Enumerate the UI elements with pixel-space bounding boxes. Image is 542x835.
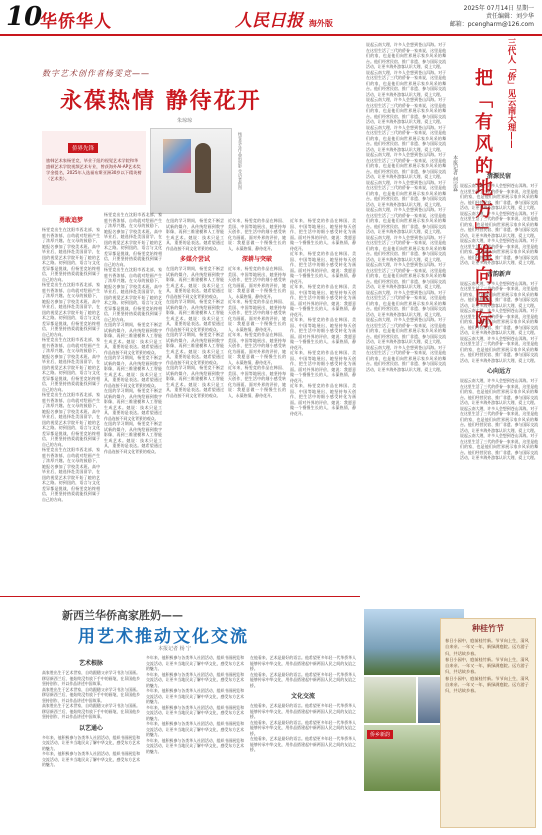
section-text: 多年来，他积极参与各类华人社团活动，组织书画展览和交流活动，让更多当地民众了解中华文化，感受东方艺术的魅力。 xyxy=(146,655,244,671)
poem-title: 种桂竹节 xyxy=(472,623,504,633)
section-text: 在他看来，艺术是最好的语言。他希望更多年轻一代华侨华人能够传承中华文化，用作品搭建起中新两国人民之间的友谊之桥。 xyxy=(250,719,356,736)
section-text: 多年来，他积极参与各类华人社团活动，组织书画展览和交流活动，让更多当地民众了解中华文化，感受东方艺术的魅力。 xyxy=(146,671,244,688)
section-text: 在他看来，艺术是最好的语言。他希望更多年轻一代华侨华人能够传承中华文化，用作品搭建起中新两国人民之间的友谊之桥。 xyxy=(250,736,356,752)
section-heading: 艺术根脉 xyxy=(78,660,103,667)
poem-text: 春日小园中，庭前桂竹新。节节向上生，清风自来亲。一年又一年，新绿满庭院。远方游子归，共话故乡春。 xyxy=(445,638,529,656)
section-text: 说起云南大理，许多人会想到苍山洱海。对于在这里生活了三代的侨眷一家来说，这里是他们的家，也是他们向世界展示家乡风采的舞台。他们经营民宿、推广非遗、参与国际交流活动，让更多海外游客认识大理、爱上大理。 xyxy=(460,238,538,265)
section-text: 说起云南大理，许多人会想到苍山洱海。对于在这里生活了三代的侨眷一家来说，这里是他们的家，也是他们向世界展示家乡风采的舞台。他们经营民宿、推广非遗、参与国际交流活动，让更多海外游客认识大理、爱上大理。 xyxy=(460,405,538,433)
section-text: 说起云南大理，许多人会想到苍山洱海。对于在这里生活了三代的侨眷一家来说，这里是他们的家，也是他们向世界展示家乡风采的舞台。他们经营民宿、推广非遗、参与国际交流活动，让更多海外游客认识大理、爱上大理。 xyxy=(366,317,446,344)
intro-text: 旅韩艺术家杨雯竞，毕业于纽约视觉艺术学院和华盛顿艺术学院视频艺术专业，曾获海外AI-AP艺术奖学金提名，2025年入选福布斯亚洲30岁以下精英榜（艺术类）。 xyxy=(46,158,142,181)
section-text: 在纽约学习期间，杨雯竞不断尝试新的媒介，从传统绘画到数字影像，再到三维建模和人工智能生成艺术。她说：技术只是工具，重要的是表达。她希望通过作品连接不同文化背景的观众。 xyxy=(166,218,224,251)
right-col-1 xyxy=(366,42,446,596)
section-text: 说起云南大理，许多人会想到苍山洱海。对于在这里生活了三代的侨眷一家来说，这里是他们的家，也是他们向世界展示家乡风采的舞台。他们经营民宿、推广非遗、参与国际交流活动，让更多海外游客认识大理、爱上大理。 xyxy=(366,289,446,317)
section-text: 近年来，杨雯竞的作品在韩国、美国、中国等地展出，她坚持每天创作，把生活中的细小感受转化为画面。面对外界的评价，她说：我愿意做一个慢慢生长的人，永葆热情，静待花开。 xyxy=(290,218,356,251)
section-text: 说起云南大理，许多人会想到苍山洱海。对于在这里生活了三代的侨眷一家来说，这里是他们的家，也是他们向世界展示家乡风采的舞台。他们经营民宿、推广非遗、参与国际交流活动，让更多海外游客认识大理、爱上大理。 xyxy=(460,308,538,335)
section-text: 说起云南大理，许多人会想到苍山洱海。对于在这里生活了三代的侨眷一家来说，这里是他们的家，也是他们向世界展示家乡风采的舞台。他们经营民宿、推广非遗、参与国际交流活动，让更多海外游客认识大理、爱上大理。 xyxy=(460,378,538,405)
section-text: 在纽约学习期间，杨雯竞不断尝试新的媒介，从传统绘画到数字影像，再到三维建模和人工智能生成艺术。她说：技术只是工具，重要的是表达。她希望通过作品连接不同文化背景的观众。 xyxy=(104,388,162,421)
section-text: 多年来，他积极参与各类华人社团活动，组织书画展览和交流活动，让更多当地民众了解中华文化，感受东方艺术的魅力。 xyxy=(146,688,244,704)
section-text: 近年来，杨雯竞的作品在韩国、美国、中国等地展出，她坚持每天创作，把生活中的细小感受转化为画面。面对外界的评价，她说：我愿意做一个慢慢生长的人，永葆热情，静待花开。 xyxy=(228,299,286,332)
section-text: 在纽约学习期间，杨雯竞不断尝试新的媒介，从传统绘画到数字影像，再到三维建模和人工智能生成艺术。她说：技术只是工具，重要的是表达。她希望通过作品连接不同文化背景的观众。 xyxy=(166,365,224,398)
section-text: 在他看来，艺术是最好的语言。他希望更多年轻一代华侨华人能够传承中华文化，用作品搭建起中新两国人民之间的友谊之桥。 xyxy=(250,655,356,671)
masthead xyxy=(0,0,542,36)
section-divider xyxy=(0,596,360,597)
feature-col-2 xyxy=(104,212,162,592)
second-col-3 xyxy=(250,655,356,831)
section-heading: 古韵新声 xyxy=(486,270,511,278)
paper-name: 人民日报 xyxy=(235,11,303,31)
section-text: 说起云南大理，许多人会想到苍山洱海。对于在这里生活了三代的侨眷一家来说，这里是他们的家，也是他们向世界展示家乡风采的舞台。他们经营民宿、推广非遗、参与国际交流活动，让更多海外游客认识大理、爱上大理。 xyxy=(366,262,446,289)
feature-photo xyxy=(150,128,232,214)
section-heading: 深耕与突破 xyxy=(241,256,272,263)
section-text: 多年来，他积极参与各类华人社团活动，组织书画展览和交流活动，让更多当地民众了解中华文化，感受东方艺术的魅力。 xyxy=(42,751,140,767)
section-text: 近年来，杨雯竞的作品在韩国、美国、中国等地展出，她坚持每天创作，把生活中的细小感受转化为画面。面对外界的评价，她说：我愿意做一个慢慢生长的人，永葆热情，静待花开。 xyxy=(290,317,356,350)
page-number: 10 xyxy=(6,2,43,32)
feature-kicker: 数字艺术创作者杨雯竞—— xyxy=(42,69,150,78)
section-text: 说起云南大理，许多人会想到苍山洱海。对于在这里生活了三代的侨眷一家来说，这里是他们的家，也是他们向世界展示家乡风采的舞台。他们经营民宿、推广非遗、参与国际交流活动，让更多海外游客认识大理、爱上大理。 xyxy=(460,183,538,210)
section-text: 说起云南大理，许多人会想到苍山洱海。对于在这里生活了三代的侨眷一家来说，这里是他们的家，也是他们向世界展示家乡风采的舞台。他们经营民宿、推广非遗、参与国际交流活动，让更多海外游客认识大理、爱上大理。 xyxy=(366,69,446,97)
section-heading: 勇敢追梦 xyxy=(58,217,83,224)
section-text: 在他看来，艺术是最好的语言。他希望更多年轻一代华侨华人能够传承中华文化，用作品搭建起中新两国人民之间的友谊之桥。 xyxy=(250,703,356,719)
section-text: 说起云南大理，许多人会想到苍山洱海。对于在这里生活了三代的侨眷一家来说，这里是他们的家，也是他们向世界展示家乡风采的舞台。他们经营民宿、推广非遗、参与国际交流活动，让更多海外游客认识大理、爱上大理。 xyxy=(366,207,446,234)
section-text: 说起云南大理，许多人会想到苍山洱海。对于在这里生活了三代的侨眷一家来说，这里是他们的家，也是他们向世界展示家乡风采的舞台。他们经营民宿、推广非遗、参与国际交流活动，让更多海外游客认识大理、爱上大理。 xyxy=(460,210,538,238)
section-text: 杨雯竞出生在沈阳市西北部，家庭书香浓郁，自幼就对绘画产生了浓厚兴趣。在父母的鼓励下，她报名参加了学校美术班。高中毕业后，她选择赴美国留学，在纽约视觉艺术学院开始了她的艺术之路。初到纽约，语言与文化差异都是挑战，但杨雯竞始终相信，只要坚持热爱就能找到属于自己的方向。 xyxy=(42,227,100,282)
section-text: 多年来，他积极参与各类华人社团活动，组织书画展览和交流活动，让更多当地民众了解中华文化，感受东方艺术的魅力。 xyxy=(146,704,244,721)
section-text: 杨雯竞出生在沈阳市西北部，家庭书香浓郁，自幼就对绘画产生了浓厚兴趣。在父母的鼓励下，她报名参加了学校美术班。高中毕业后，她选择赴美国留学，在纽约视觉艺术学院开始了她的艺术之路。初到纽约，语言与文化差异都是挑战，但杨雯竞始终相信，只要坚持热爱就能找到属于自己的方向。 xyxy=(42,337,100,392)
photo-tag: 侨乡新韵 xyxy=(367,730,393,739)
section-text: 在纽约学习期间，杨雯竞不断尝试新的媒介，从传统绘画到数字影像，再到三维建模和人工智能生成艺术。她说：技术只是工具，重要的是表达。她希望通过作品连接不同文化背景的观众。 xyxy=(166,332,224,365)
feature-byline: 朱琼琼 xyxy=(177,118,193,124)
second-byline: 本报记者 杨 宁 xyxy=(158,646,192,652)
feature-col-5 xyxy=(290,218,356,592)
section-heading: 文化交流 xyxy=(290,693,315,700)
intro-box xyxy=(42,131,146,205)
section-text: 杨雯竞出生在沈阳市西北部，家庭书香浓郁，自幼就对绘画产生了浓厚兴趣。在父母的鼓励下，她报名参加了学校美术班。高中毕业后，她选择赴美国留学，在纽约视觉艺术学院开始了她的艺术之路。初到纽约，语言与文化差异都是挑战，但杨雯竞始终相信，只要坚持热爱就能找到属于自己的方向。 xyxy=(42,282,100,337)
section-text: 说起云南大理，许多人会想到苍山洱海。对于在这里生活了三代的侨眷一家来说，这里是他们的家，也是他们向世界展示家乡风采的舞台。他们经营民宿、推广非遗、参与国际交流活动，让更多海外游客认识大理、爱上大理。 xyxy=(460,280,538,308)
section-text: 杨雯竞出生在沈阳市西北部，家庭书香浓郁，自幼就对绘画产生了浓厚兴趣。在父母的鼓励下，她报名参加了学校美术班。高中毕业后，她选择赴美国留学，在纽约视觉艺术学院开始了她的艺术之路。初到纽约，语言与文化差异都是挑战，但杨雯竞始终相信，只要坚持热爱就能找到属于自己的方向。 xyxy=(104,267,162,322)
person-figure xyxy=(195,143,211,193)
right-kicker: 三代人「侨」见云南大理—— xyxy=(506,38,516,149)
photo-caption: 杨雯竞在作品前留影 受访者供图 xyxy=(238,132,243,190)
section-text: 近年来，杨雯竞的作品在韩国、美国、中国等地展出，她坚持每天创作，把生活中的细小感受转化为画面。面对外界的评价，她说：我愿意做一个慢慢生长的人，永葆热情，静待花开。 xyxy=(290,350,356,383)
section-text: 多年来，他积极参与各类华人社团活动，组织书画展览和交流活动，让更多当地民众了解中华文化，感受东方艺术的魅力。 xyxy=(42,734,140,751)
editor-line: 责任编辑：刘少华 xyxy=(485,13,534,20)
section-text: 近年来，杨雯竞的作品在韩国、美国、中国等地展出，她坚持每天创作，把生活中的细小感受转化为画面。面对外界的评价，她说：我愿意做一个慢慢生长的人，永葆热情，静待花开。 xyxy=(290,383,356,416)
section-text: 高家胜出生于艺术世家，自幼跟随父亲学习书法与国画。移居新西兰后，他始终没有放下手中的画笔，在异国他乡坚持创作，并以作品讲述中国故事。 xyxy=(42,670,140,686)
section-text: 在纽约学习期间，杨雯竞不断尝试新的媒介，从传统绘画到数字影像，再到三维建模和人工智能生成艺术。她说：技术只是工具，重要的是表达。她希望通过作品连接不同文化背景的观众。 xyxy=(104,421,162,454)
section-text: 高家胜出生于艺术世家，自幼跟随父亲学习书法与国画。移居新西兰后，他始终没有放下手中的画笔，在异国他乡坚持创作，并以作品讲述中国故事。 xyxy=(42,686,140,703)
paper-sub: 海外版 xyxy=(308,18,333,28)
section-heading: 多媒介尝试 xyxy=(179,256,210,263)
section-heading: 清源民宿 xyxy=(486,173,511,180)
section-text: 在他看来，艺术是最好的语言。他希望更多年轻一代华侨华人能够传承中华文化，用作品搭建起中新两国人民之间的友谊之桥。 xyxy=(250,671,356,688)
right-title: 把「有风的地方」推向国际 xyxy=(472,68,493,332)
crowd-photo xyxy=(364,677,416,723)
artwork-image xyxy=(163,139,191,173)
intro-tag: 侨界先锋 xyxy=(68,143,98,153)
feature-col-4 xyxy=(228,218,286,592)
section-text: 说起云南大理，许多人会想到苍山洱海。对于在这里生活了三代的侨眷一家来说，这里是他们的家，也是他们向世界展示家乡风采的舞台。他们经营民宿、推广非遗、参与国际交流活动，让更多海外游客认识大理、爱上大理。 xyxy=(366,42,446,69)
section-text: 在纽约学习期间，杨雯竞不断尝试新的媒介，从传统绘画到数字影像，再到三维建模和人工智能生成艺术。她说：技术只是工具，重要的是表达。她希望通过作品连接不同文化背景的观众。 xyxy=(104,322,162,355)
section-text: 杨雯竞出生在沈阳市西北部，家庭书香浓郁，自幼就对绘画产生了浓厚兴趣。在父母的鼓励下，她报名参加了学校美术班。高中毕业后，她选择赴美国留学，在纽约视觉艺术学院开始了她的艺术之路。初到纽约，语言与文化差异都是挑战，但杨雯竞始终相信，只要坚持热爱就能找到属于自己的方向。 xyxy=(42,447,100,502)
poem-text: 春日小园中，庭前桂竹新。节节向上生，清风自来亲。一年又一年，新绿满庭院。远方游子归，共话故乡春。 xyxy=(445,675,529,694)
feature-col-3 xyxy=(166,218,224,592)
section-text: 近年来，杨雯竞的作品在韩国、美国、中国等地展出，她坚持每天创作，把生活中的细小感受转化为画面。面对外界的评价，她说：我愿意做一个慢慢生长的人，永葆热情，静待花开。 xyxy=(228,332,286,365)
section-text: 在纽约学习期间，杨雯竞不断尝试新的媒介，从传统绘画到数字影像，再到三维建模和人工智能生成艺术。她说：技术只是工具，重要的是表达。她希望通过作品连接不同文化背景的观众。 xyxy=(166,299,224,332)
section-heading: 心向远方 xyxy=(486,368,511,375)
section-text: 说起云南大理，许多人会想到苍山洱海。对于在这里生活了三代的侨眷一家来说，这里是他们的家，也是他们向世界展示家乡风采的舞台。他们经营民宿、推广非遗、参与国际交流活动，让更多海外游客认识大理、爱上大理。 xyxy=(366,152,446,179)
section-text: 说起云南大理，许多人会想到苍山洱海。对于在这里生活了三代的侨眷一家来说，这里是他们的家，也是他们向世界展示家乡风采的舞台。他们经营民宿、推广非遗、参与国际交流活动，让更多海外游客认识大理、爱上大理。 xyxy=(366,179,446,207)
paper-logo xyxy=(235,6,333,31)
section-text: 近年来，杨雯竞的作品在韩国、美国、中国等地展出，她坚持每天创作，把生活中的细小感受转化为画面。面对外界的评价，她说：我愿意做一个慢慢生长的人，永葆热情，静待花开。 xyxy=(290,284,356,317)
second-kicker: 新西兰华侨高家胜奶—— xyxy=(62,609,183,622)
section-text: 近年来，杨雯竞的作品在韩国、美国、中国等地展出，她坚持每天创作，把生活中的细小感受转化为画面。面对外界的评价，她说：我愿意做一个慢慢生长的人，永葆热情，静待花开。 xyxy=(228,365,286,398)
feature-col-1 xyxy=(42,212,100,592)
section-text: 多年来，他积极参与各类华人社团活动，组织书画展览和交流活动，让更多当地民众了解中华文化，感受东方艺术的魅力。 xyxy=(146,737,244,754)
section-text: 近年来，杨雯竞的作品在韩国、美国、中国等地展出，她坚持每天创作，把生活中的细小感受转化为画面。面对外界的评价，她说：我愿意做一个慢慢生长的人，永葆热情，静待花开。 xyxy=(290,251,356,284)
section-text: 杨雯竞出生在沈阳市西北部，家庭书香浓郁，自幼就对绘画产生了浓厚兴趣。在父母的鼓励下，她报名参加了学校美术班。高中毕业后，她选择赴美国留学，在纽约视觉艺术学院开始了她的艺术之路。初到纽约，语言与文化差异都是挑战，但杨雯竞始终相信，只要坚持热爱就能找到属于自己的方向。 xyxy=(104,212,162,267)
section-text: 多年来，他积极参与各类华人社团活动，组织书画展览和交流活动，让更多当地民众了解中华文化，感受东方艺术的魅力。 xyxy=(146,721,244,737)
section-text: 说起云南大理，许多人会想到苍山洱海。对于在这里生活了三代的侨眷一家来说，这里是他们的家，也是他们向世界展示家乡风采的舞台。他们经营民宿、推广非遗、参与国际交流活动，让更多海外游客认识大理、爱上大理。 xyxy=(366,97,446,124)
poem-box xyxy=(440,618,536,828)
right-col-2 xyxy=(460,168,538,596)
section-text: 杨雯竞出生在沈阳市西北部，家庭书香浓郁，自幼就对绘画产生了浓厚兴趣。在父母的鼓励下，她报名参加了学校美术班。高中毕业后，她选择赴美国留学，在纽约视觉艺术学院开始了她的艺术之路。初到纽约，语言与文化差异都是挑战，但杨雯竞始终相信，只要坚持热爱就能找到属于自己的方向。 xyxy=(42,392,100,447)
date-box xyxy=(450,5,534,29)
second-title: 用艺术推动文化交流 xyxy=(78,627,249,647)
section-text: 说起云南大理，许多人会想到苍山洱海。对于在这里生活了三代的侨眷一家来说，这里是他们的家，也是他们向世界展示家乡风采的舞台。他们经营民宿、推广非遗、参与国际交流活动，让更多海外游客认识大理、爱上大理。 xyxy=(460,433,538,460)
section-heading: 以艺通心 xyxy=(78,724,103,732)
section-text: 说起云南大理，许多人会想到苍山洱海。对于在这里生活了三代的侨眷一家来说，这里是他们的家，也是他们向世界展示家乡风采的舞台。他们经营民宿、推广非遗、参与国际交流活动，让更多海外游客认识大理、爱上大理。 xyxy=(366,234,446,262)
feature-title: 永葆热情 静待花开 xyxy=(60,88,262,114)
email-line: 邮箱：pcengharm@126.com xyxy=(449,21,534,28)
second-col-1 xyxy=(42,655,140,831)
section-text: 说起云南大理，许多人会想到苍山洱海。对于在这里生活了三代的侨眷一家来说，这里是他们的家，也是他们向世界展示家乡风采的舞台。他们经营民宿、推广非遗、参与国际交流活动，让更多海外游客认识大理、爱上大理。 xyxy=(460,335,538,363)
section-text: 说起云南大理，许多人会想到苍山洱海。对于在这里生活了三代的侨眷一家来说，这里是他们的家，也是他们向世界展示家乡风采的舞台。他们经营民宿、推广非遗、参与国际交流活动，让更多海外游客认识大理、爱上大理。 xyxy=(366,124,446,152)
issue-date: 2025年 07月14日 星期一 xyxy=(463,5,534,12)
section-text: 在纽约学习期间，杨雯竞不断尝试新的媒介，从传统绘画到数字影像，再到三维建模和人工智能生成艺术。她说：技术只是工具，重要的是表达。她希望通过作品连接不同文化背景的观众。 xyxy=(104,355,162,388)
poem-text: 春日小园中，庭前桂竹新。节节向上生，清风自来亲。一年又一年，新绿满庭院。远方游子归，共话故乡春。 xyxy=(445,656,529,675)
section-name: 华侨华人 xyxy=(40,12,112,32)
section-text: 在纽约学习期间，杨雯竞不断尝试新的媒介，从传统绘画到数字影像，再到三维建模和人工智能生成艺术。她说：技术只是工具，重要的是表达。她希望通过作品连接不同文化背景的观众。 xyxy=(166,266,224,299)
section-text: 高家胜出生于艺术世家，自幼跟随父亲学习书法与国画。移居新西兰后，他始终没有放下手中的画笔，在异国他乡坚持创作，并以作品讲述中国故事。 xyxy=(42,703,140,719)
section-text: 近年来，杨雯竞的作品在韩国、美国、中国等地展出，她坚持每天创作，把生活中的细小感受转化为画面。面对外界的评价，她说：我愿意做一个慢慢生长的人，永葆热情，静待花开。 xyxy=(228,266,286,299)
second-col-2 xyxy=(146,655,244,831)
section-text: 说起云南大理，许多人会想到苍山洱海。对于在这里生活了三代的侨眷一家来说，这里是他们的家，也是他们向世界展示家乡风采的舞台。他们经营民宿、推广非遗、参与国际交流活动，让更多海外游客认识大理、爱上大理。 xyxy=(366,344,446,372)
right-byline: 本报记者 何宗霖 xyxy=(452,155,458,192)
section-text: 近年来，杨雯竞的作品在韩国、美国、中国等地展出，她坚持每天创作，把生活中的细小感受转化为画面。面对外界的评价，她说：我愿意做一个慢慢生长的人，永葆热情，静待花开。 xyxy=(228,218,286,251)
